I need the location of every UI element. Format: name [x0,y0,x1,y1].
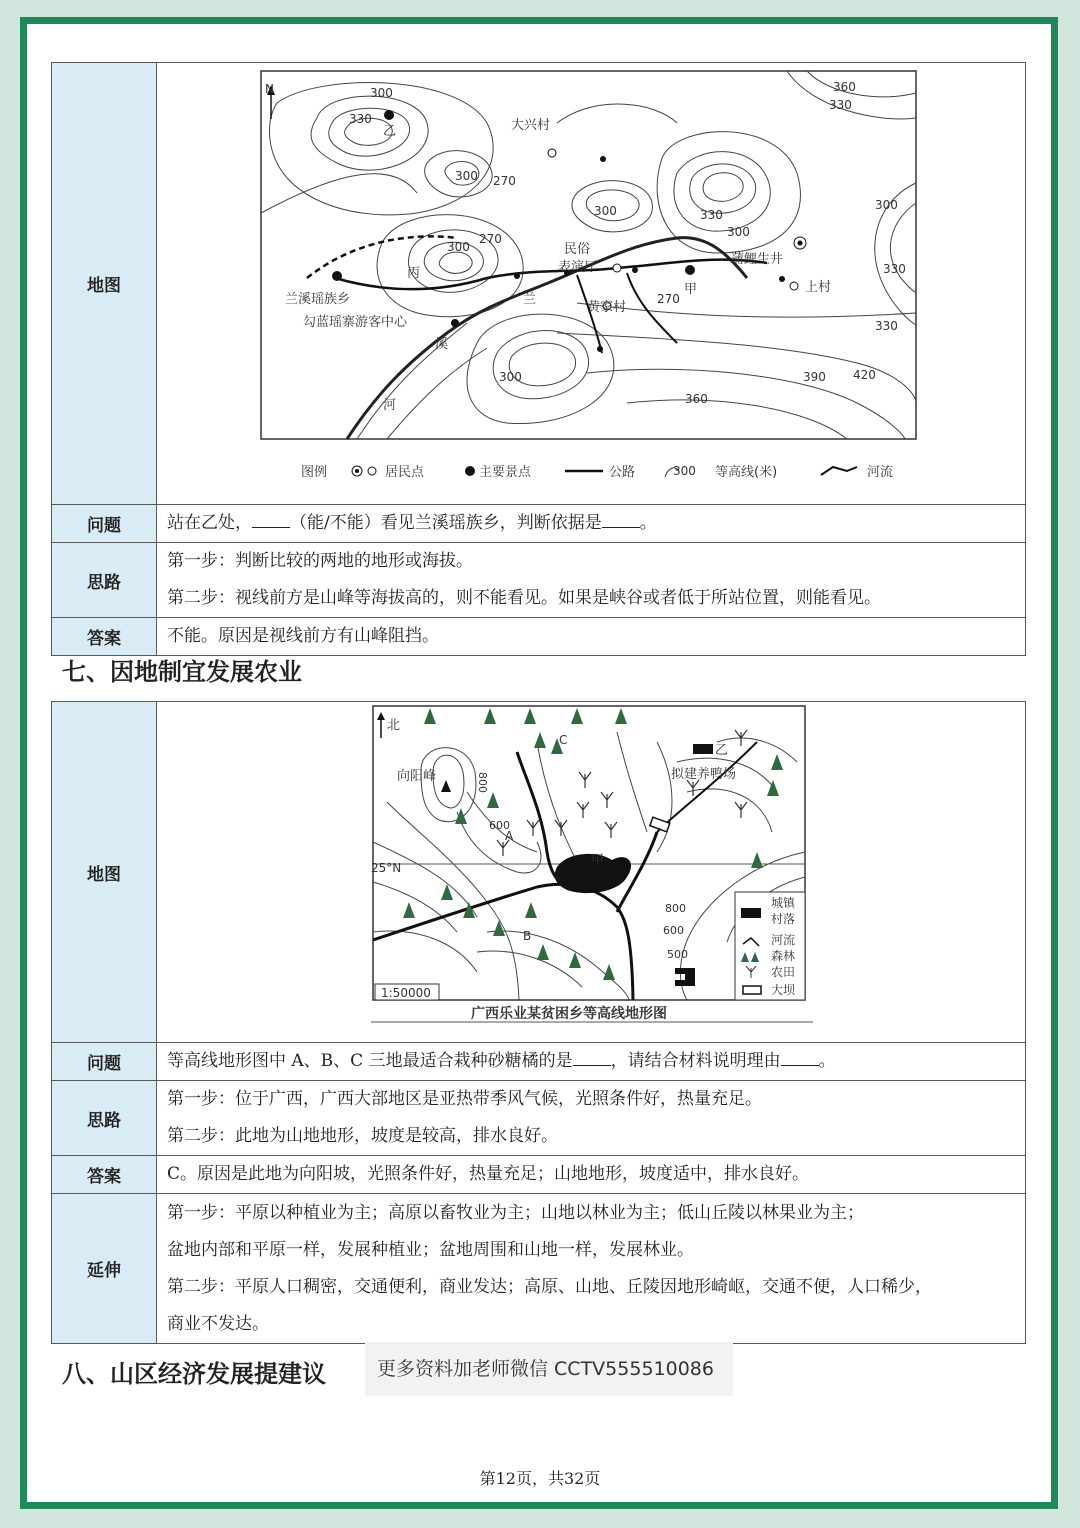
watermark-banner: 更多资料加老师微信 CCTV555510086 [365,1342,733,1396]
legend-road: 公路 [609,465,636,480]
section-heading-8: 八、山区经济发展提建议 [62,1360,326,1388]
legend-settlement: 居民点 [385,465,425,480]
contour-label: 300 [499,370,522,384]
place-label: 上村 [805,280,832,295]
label-extension: 延伸 [52,1194,157,1344]
legend-town: 城镇 [771,896,796,910]
map2-label: C [559,733,568,747]
legend-farmland: 农田 [771,965,796,979]
scale-label: 1:50000 [381,986,431,1000]
example-table-2 [51,701,1026,1344]
contour-label: 330 [883,262,906,276]
contour-label: 330 [349,112,372,126]
page-number: 第12页，共32页 [479,1469,601,1488]
topographic-map-2 [157,702,1027,1038]
label-reasoning: 思路 [52,543,157,618]
legend-contour-value: 300 [673,464,696,478]
question-text: 等高线地形图中 A、B、C 三地最适合栽种砂糖橘的是 ，请结合材料说明理由 。 [157,1043,1026,1081]
label-reasoning: 思路 [52,1081,157,1156]
map2-label: 25°N [371,861,402,875]
map2-label: 拟建养鸭场 [671,767,737,782]
place-label: 河 [383,398,397,413]
map2-label: 甲 [591,853,605,868]
place-label: 民俗 [564,242,591,257]
label-map: 地图 [52,702,157,1043]
place-label: 溪 [435,337,449,352]
place-label: 勾蓝瑶寨游客中心 [303,315,408,330]
contour-label: 300 [455,169,478,183]
answer-text: 不能。原因是视线前方有山峰阻挡。 [157,618,1026,656]
place-label: 蒲鲤生井 [731,252,784,267]
place-label: 乙 [383,124,397,139]
contour-label: 360 [833,80,856,94]
place-label: 丙 [407,266,421,281]
section-heading-7: 七、因地制宜发展农业 [62,658,302,686]
map2-label: 向阳峰 [397,769,437,784]
label-question: 问题 [52,1043,157,1081]
legend-attraction: 主要景点 [479,465,532,480]
contour-label: 420 [853,368,876,382]
reasoning-text: 第一步：位于广西，广西大部地区是亚热带季风气候，光照条件好，热量充足。 第二步：此地为山地地形，坡度是较高，排水良好。 [157,1081,1026,1156]
place-label: 黄家村 [587,300,627,315]
map2-label: 600 [489,819,510,832]
map2-label: 500 [667,948,688,961]
place-label: 甲 [684,282,698,297]
contour-label: 330 [829,98,852,112]
contour-label: 330 [700,208,723,222]
contour-label: 300 [875,198,898,212]
contour-label: 270 [493,174,516,188]
label-map: 地图 [52,63,157,505]
legend-village: 村落 [771,912,796,926]
north-label-1: N [265,82,274,96]
example-table-1 [51,62,1026,656]
contour-label: 300 [727,225,750,239]
contour-label: 270 [657,292,680,306]
legend-river: 河流 [867,465,894,480]
legend-forest: 森林 [771,949,796,963]
contour-label: 300 [370,86,393,100]
map2-label: 600 [663,924,684,937]
contour-label: 300 [447,240,470,254]
contour-label: 300 [594,204,617,218]
map-cell [157,63,1026,505]
map2-label: A [505,829,514,843]
map2-caption: 广西乐业某贫困乡等高线地形图 [471,1006,667,1022]
legend-contour: 等高线(米) [715,465,778,480]
legend-title: 图例 [301,465,328,480]
topographic-map-1 [157,63,1027,500]
label-question: 问题 [52,505,157,543]
contour-label: 390 [803,370,826,384]
question-text: 站在乙处， （能/不能）看见兰溪瑶族乡，判断依据是 。 [157,505,1026,543]
contour-label: 360 [685,392,708,406]
map2-label: 800 [476,772,489,793]
map2-label: 800 [665,902,686,915]
place-label: 兰 [523,292,537,307]
place-label: 表演厅 [558,260,598,275]
map2-label: 乙 [715,743,729,758]
map-cell [157,702,1026,1043]
reasoning-text: 第一步：判断比较的两地的地形或海拔。 第二步：视线前方是山峰等海拔高的，则不能看见。如果是峡谷或者低于所站位置，则能看见。 [157,543,1026,618]
legend-dam: 大坝 [771,983,796,997]
place-label: 大兴村 [511,118,551,133]
label-answer: 答案 [52,618,157,656]
label-answer: 答案 [52,1156,157,1194]
place-label: 兰溪瑶族乡 [285,292,351,307]
north-label-2: 北 [387,718,401,733]
extension-text: 第一步：平原以种植业为主；高原以畜牧业为主；山地以林业为主；低山丘陵以林果业为主； 盆地内部和平原一样，发展种植业；盆地周围和山地一样，发展林业。 第二步：平原人口稠密，交通便利，商业发达；高原、山地、丘陵因地形崎岖，交通不便，人口稀少， 商业不发达。 [157,1194,1026,1344]
contour-label: 270 [479,232,502,246]
map2-label: B [523,929,532,943]
contour-label: 330 [875,319,898,333]
answer-text: C。原因是此地为向阳坡，光照条件好，热量充足；山地地形，坡度适中，排水良好。 [157,1156,1026,1194]
legend-river-2: 河流 [771,933,796,947]
